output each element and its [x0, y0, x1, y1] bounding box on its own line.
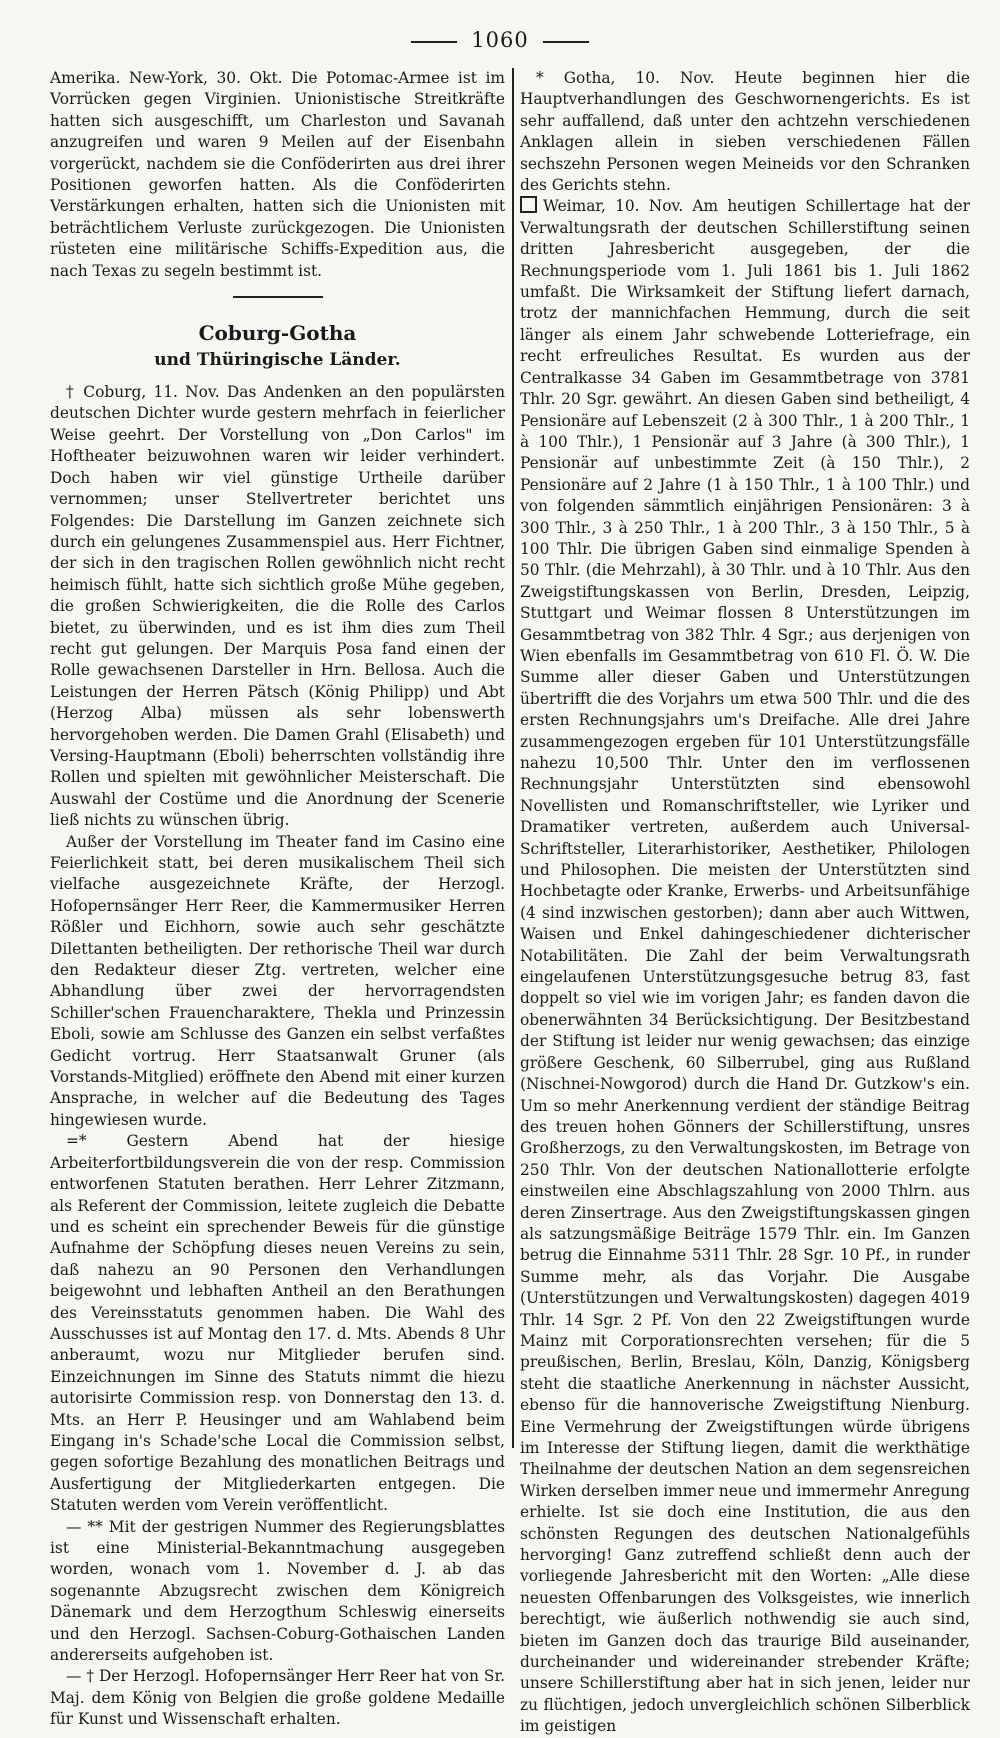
page-number: [0, 28, 1000, 52]
article-abzugsrecht: — ** Mit der gestrigen Nummer des Regierungsblattes ist eine Ministerial-Bekanntmachung ausgegeben worden, wonach vom 1. November d. J. ab das sogenannte Abzugsrecht zwischen dem Königreich Dänemark und dem Herzogthum Schleswig einerseits und den Herzogl. Sachsen-Coburg-Gothaischen Landen andererseits aufgehoben ist.: [50, 1517, 505, 1665]
square-icon: [520, 196, 537, 213]
article-coburg-casino: Außer der Vorstellung im Theater fand im Casino eine Feierlichkeit statt, bei deren musikalischem Theil sich vielfache ausgezeichnete Kräfte, der Herzogl. Hofopernsänger Herr Reer, die Kammermusiker Herren Rößler und Eichhorn, sowie auch sehr geschätzte Dilettanten betheiligten. Der rethorische Theil war durch den Redakteur dieser Ztg. vertreten, welcher eine Abhandlung über zwei der hervorragendsten Schiller'schen Frauencharaktere, Thekla und Prinzessin Eboli, sowie am Schlusse des Ganzen ein selbst verfaßtes Gedicht vortrug. Herr Staatsanwalt Gruner (als Vorstands-Mitglied) eröffnete den Abend mit einer kurzen Ansprache, in welcher auf die Bedeutung des Tages hingewiesen wurde.: [50, 832, 505, 1129]
page-number-rule-right: [543, 41, 589, 43]
article-amerika: Amerika. New-York, 30. Okt. Die Potomac-Armee ist im Vorrücken gegen Virginien. Unionistische Streitkräfte hatten sich ausgeschifft, um Charleston und Savanah anzugreifen und waren 9 Meilen auf der Eisenbahn vorgerückt, nachdem sie die Conföderirten aus drei ihrer Positionen geworfen hatten. Als die Conföderirten Verstärkungen erhalten, hatten sich die Unionisten mit beträchtlichem Verluste zurückgezogen. Die Unionisten rüsteten eine militärische Schiffs-Expedition aus, die nach Texas zu segeln bestimmt ist.: [50, 69, 505, 280]
article-medaille: — † Der Herzogl. Hofopernsänger Herr Reer hat von Sr. Maj. dem König von Belgien die große goldene Medaille für Kunst und Wissenschaft erhalten.: [50, 1667, 505, 1729]
section-divider: [233, 296, 323, 298]
page-number-rule-left: [411, 41, 457, 43]
article-gotha: * Gotha, 10. Nov. Heute beginnen hier die Hauptverhandlungen des Geschwornengerichts. Es ist sehr auffallend, daß unter den achtzehn verschiedenen Anklagen allein in sieben verschiedenen Fällen sechszehn Personen wegen Meineids vor den Schranken des Gerichts stehn.: [520, 69, 970, 195]
article-arbeiterverein: =* Gestern Abend hat der hiesige Arbeiterfortbildungsverein die von der resp. Commission entworfenen Statuten berathen. Herr Lehrer Zitzmann, als Referent der Commission, leitete zugleich die Debatte und es scheint ein sprechender Beweis für die günstige Aufnahme der Schöpfung dieses neuen Vereins zu sein, daß nahezu an 90 Personen den Verhandlungen beigewohnt und lebhaften Antheil an den Berathungen des Vereinsstatuts genommen haben. Die Wahl des Ausschusses ist auf Montag den 17. d. Mts. Abends 8 Uhr anberaumt, wozu nur Mitglieder berufen sind. Einzeichnungen im Sinne des Statuts nimmt die hiezu autorisirte Commission resp. von Donnerstag den 13. d. Mts. an Herr P. Heusinger und am Wahlabend beim Eingang in's Schade'sche Local die Commission selbst, gegen sofortige Bezahlung des monatlichen Beitrags und Ausfertigung der Mitgliederkarten entgegen. Die Statuten werden vom Verein veröffentlicht.: [50, 1132, 505, 1515]
left-column: [50, 68, 505, 1731]
page-number-text: 1060: [471, 28, 529, 52]
article-coburg-theater: † Coburg, 11. Nov. Das Andenken an den populärsten deutschen Dichter wurde gestern mehrfach in feierlicher Weise geehrt. Der Vorstellung von „Don Carlos" im Hoftheater beizuwohnen waren wir leider verhindert. Doch haben wir viel günstige Urtheile darüber vernommen; unser Stellvertreter berichtet uns Folgendes: Die Darstellung im Ganzen zeichnete sich durch ein gelungenes Zusammenspiel aus. Herr Fichtner, der sich in den tragischen Rollen gewöhnlich nicht recht heimisch fühlt, hatte sich sichtlich große Mühe gegeben, die großen Schwierigkeiten, die die Rolle des Carlos bietet, zu überwinden, und es ist ihm dies zum Theil recht gut gelungen. Der Marquis Posa fand einen der Rolle gewachsenen Darsteller in Hrn. Bellosa. Auch die Leistungen der Herren Pätsch (König Philipp) und Abt (Herzog Alba) müssen als sehr lobenswerth hervorgehoben werden. Die Damen Grahl (Elisabeth) und Versing-Hauptmann (Eboli) beherrschten vollständig ihre Rollen und spielten mit gewöhnlicher Meisterschaft. Die Auswahl der Costüme und die Anordnung der Scenerie ließ nichts zu wünschen übrig.: [50, 383, 505, 830]
column-divider: [512, 68, 514, 1448]
section-title: Coburg-Gotha: [198, 321, 357, 346]
article-weimar-text: Weimar, 10. Nov. Am heutigen Schillertage hat der Verwaltungsrath der deutschen Schillerstiftung seinen dritten Jahresbericht ausgegeben, der die Rechnungsperiode vom 1. Juli 1861 bis 1. Juli 1862 umfaßt. Die Wirksamkeit der Stiftung liefert darnach, trotz der mannichfachen Hemmung, durch die seit länger als einem Jahr schwebende Lotteriefrage, ein recht erfreuliches Resultat. Es wurden aus der Centralkasse 34 Gaben im Gesammtbetrage von 3781 Thlr. 20 Sgr. gewährt. An diesen Gaben sind betheiligt, 4 Pensionäre auf Lebenszeit (2 à 300 Thlr., 1 à 200 Thlr., 1 à 100 Thlr.), 1 Pensionär auf 3 Jahre (à 300 Thlr.), 1 Pensionär auf unbestimmte Zeit (à 150 Thlr.), 2 Pensionäre auf 2 Jahre (1 à 150 Thlr., 1 à 100 Thlr.) und von folgenden sämmtlich einjährigen Pensionären: 3 à 300 Thlr., 3 à 250 Thlr., 1 à 200 Thlr., 3 à 150 Thlr., 5 à 100 Thlr. Die übrigen Gaben sind einmalige Spenden à 50 Thlr. (die Mehrzahl), à 30 Thlr. und à 10 Thlr. Aus den Zweigstiftungskassen von Berlin, Dresden, Leipzig, Stuttgart und Weimar flossen 8 Unterstützungen im Gesammtbetrag von 382 Thlr. 4 Sgr.; aus derjenigen von Wien ebenfalls im Gesammtbetrag von 610 Fl. Ö. W. Die Summe aller dieser Gaben und Unterstützungen übertrifft die des Vorjahrs um etwa 500 Thlr. und die des ersten Rechnungsjahrs um's Dreifache. Alle drei Jahre zusammengezogen ergeben für 101 Unterstützungsfälle nahezu 10,500 Thlr. Unter den im verflossenen Rechnungsjahr Unterstützten sind ebensowohl Novellisten und Romanschriftsteller, wie Lyriker und Dramatiker vertreten, außerdem auch Universal-Schriftsteller, Literarhistoriker, Aesthetiker, Philologen und Philosophen. Die meisten der Unterstützten sind Hochbetagte oder Kranke, Erwerbs- und Arbeitsunfähige (4 sind inzwischen gestorben); dann aber auch Wittwen, Waisen und Enkel dahingeschiedener dichterischer Notabilitäten. Die Zahl der beim Verwaltungsrath eingelaufenen Unterstützungsgesuche betrug 83, fast doppelt so viel wie im vorigen Jahr; es fanden davon die obenerwähnten 34 Berücksichtigung. Der Besitzbestand der Stiftung ist leider nur wenig gewachsen; das einzige größere Geschenk, 60 Silberrubel, ging aus Rußland (Nischnei-Nowgorod) durch die Hand Dr. Gutzkow's ein. Um so mehr Anerkennung verdient der ständige Beitrag des treuen hohen Gönners der Schillerstiftung, unsres Großherzogs, zu den Verwaltungskosten, im Betrage von 250 Thlr. Von der deutschen Nationallotterie erfolgte einstweilen eine Abschlagszahlung von 2000 Thlrn. aus deren Zinsertrage. Aus den Zweigstiftungskassen gingen als satzungsmäßige Beiträge 1579 Thlr. ein. Im Ganzen betrug die Einnahme 5311 Thlr. 28 Sgr. 10 Pf., in runder Summe mehr, als das Vorjahr. Die Ausgabe (Unterstützungen und Verwaltungskosten) dagegen 4019 Thlr. 14 Sgr. 2 Pf. Von den 22 Zweigstiftungen wurde Mainz mit Corporationsrechten versehen; für die 5 preußischen, Berlin, Breslau, Köln, Danzig, Königsberg steht die staatliche Anerkennung in nächster Aussicht, ebenso für die hannoverische Zweigstiftung Nienburg. Eine Vermehrung der Zweigstiftungen würde übrigens im Interesse der Stiftung liegen, damit die werkthätige Theilnahme der deutschen Nation an dem segensreichen Wirken derselben immer neue und immermehr Anregung erhielte. Ist sie doch eine Institution, die aus den schönsten Regungen des deutschen Nationalgefühls hervorging! Ganz zutreffend schließt denn auch der vorliegende Jahresbericht mit den Worten: „Alle diese neuesten Offenbarungen des Volksgeistes, wie innerlich berechtigt, wie äußerlich nothwendig sie auch sind, bieten im Ganzen doch das traurige Bild auseinander, durcheinander und widereinander strebender Kräfte; unsere Schillerstiftung aber hat in sich jenen, leider nur zu flüchtigen, jedoch unvergleichlich schönen Silberblick im geistigen: [520, 197, 970, 1736]
section-subtitle: und Thüringische Länder.: [154, 350, 401, 371]
article-weimar: [520, 196, 970, 1737]
right-column: [520, 68, 970, 1738]
